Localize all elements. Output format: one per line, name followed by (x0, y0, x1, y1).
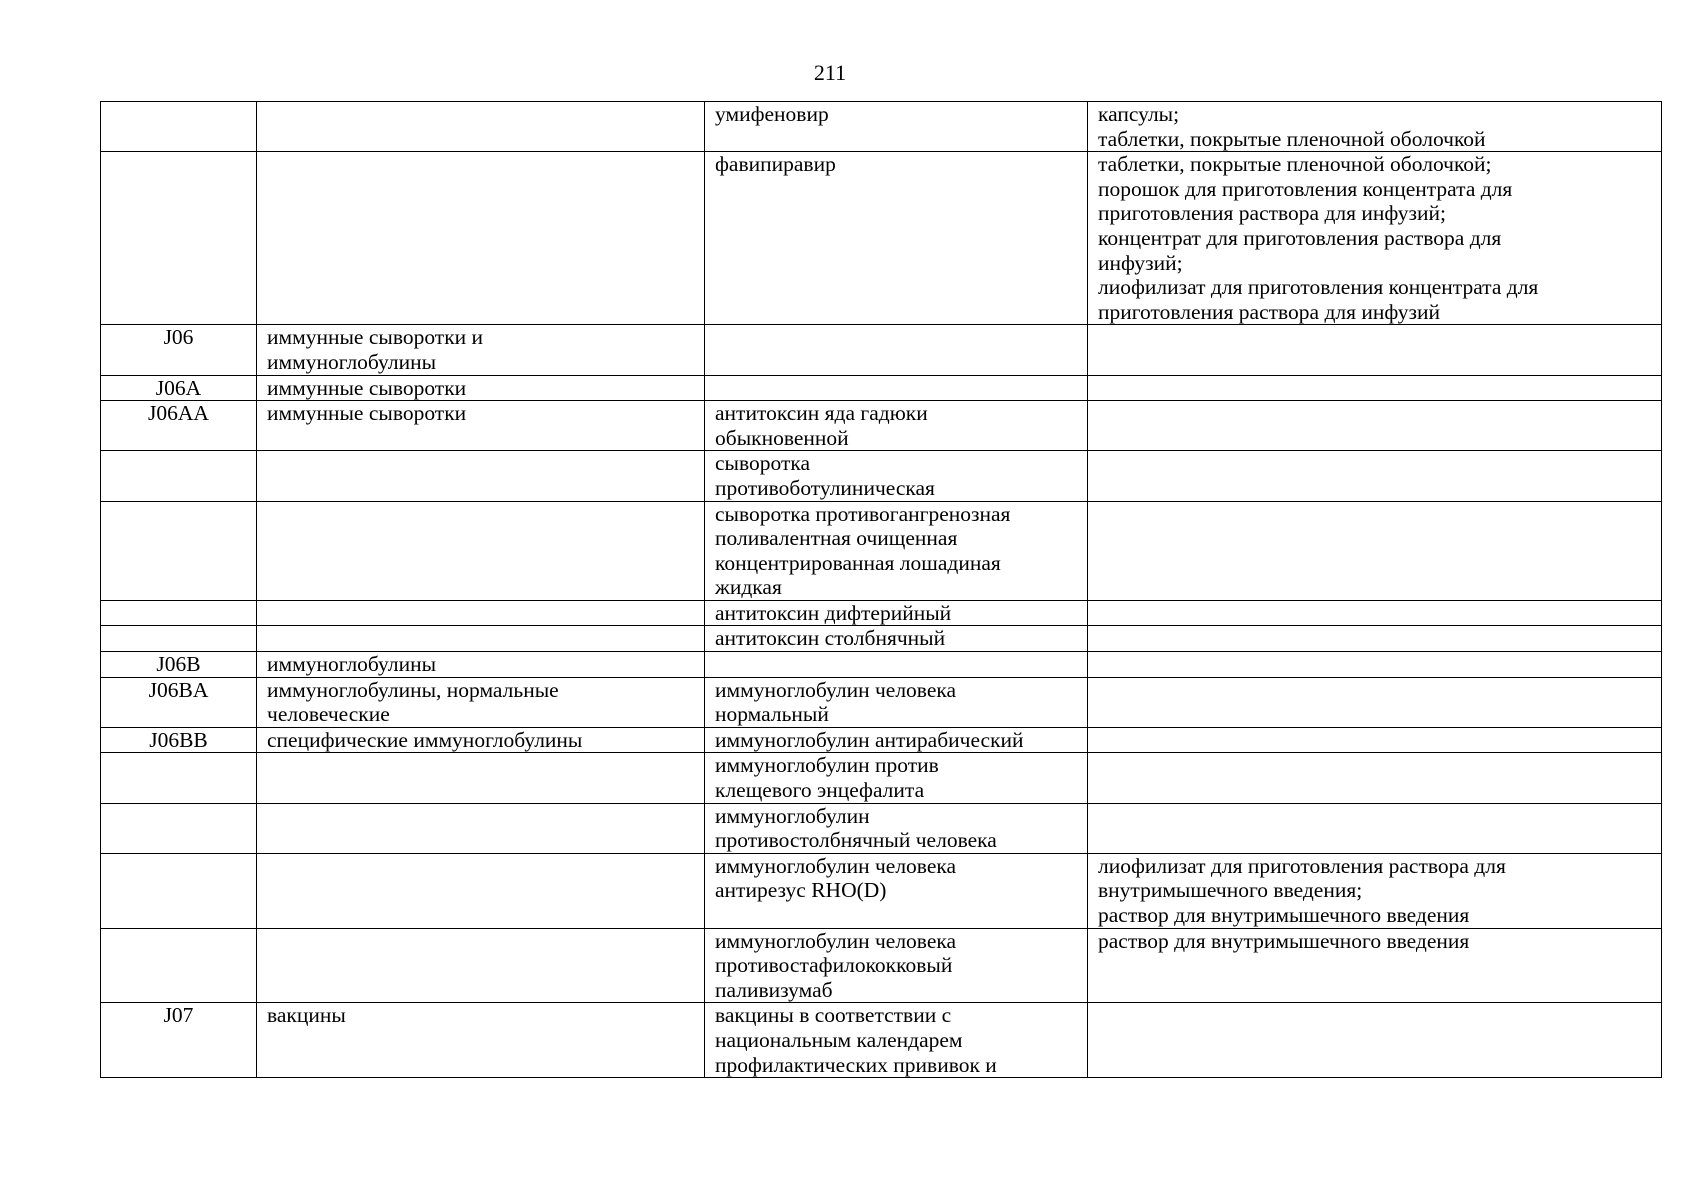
dosage-forms-cell (1088, 401, 1662, 451)
atc-code-cell (101, 677, 257, 727)
atc-code-cell (101, 853, 257, 928)
cell-text-line: специфические иммуноглобулины (267, 727, 583, 752)
cell-text-line: лиофилизат для приготовления концентрата для (1098, 275, 1539, 300)
cell-text-line: порошок для приготовления концентрата для (1098, 176, 1513, 201)
cell-text-line: J06B (156, 652, 201, 677)
cell-text-line: иммуноглобулин (715, 803, 870, 828)
cell-text-line: фавипиравир (715, 152, 836, 177)
cell-text-line: иммунные сыворотки и (267, 325, 484, 350)
cell-text-line: иммуноглобулин антирабический (715, 727, 1024, 752)
drug-name-cell (705, 325, 1088, 375)
atc-code-cell (101, 753, 257, 803)
table-row (101, 501, 1662, 600)
table-row (101, 1003, 1662, 1078)
cell-text-line: иммуноглобулины (267, 652, 437, 677)
table-row (101, 375, 1662, 401)
table-row (101, 102, 1662, 152)
table-row (101, 803, 1662, 853)
cell-text-line: нормальный (715, 702, 829, 727)
cell-text-line: иммуноглобулины (267, 349, 437, 374)
anatomical-group-cell (257, 853, 705, 928)
dosage-forms-cell (1088, 1003, 1662, 1078)
cell-text-line: иммуноглобулин против (715, 753, 939, 778)
anatomical-group-cell (257, 803, 705, 853)
dosage-forms-cell (1088, 600, 1662, 626)
table-row (101, 652, 1662, 678)
drug-name-cell (705, 803, 1088, 853)
cell-text-line: человеческие (267, 702, 390, 727)
cell-text-line: вакцины в соответствии с (715, 1003, 952, 1028)
atc-code-cell (101, 325, 257, 375)
anatomical-group-cell (257, 325, 705, 375)
table-row (101, 727, 1662, 753)
cell-text-line: жидкая (715, 575, 782, 600)
atc-code-cell (101, 626, 257, 652)
cell-text-line: концентрированная лошадиная (715, 550, 1001, 575)
anatomical-group-cell (257, 626, 705, 652)
drug-name-cell (705, 626, 1088, 652)
anatomical-group-cell (257, 152, 705, 325)
drug-name-cell (705, 600, 1088, 626)
table-row (101, 325, 1662, 375)
cell-text-line: антитоксин яда гадюки (715, 401, 928, 426)
drug-name-cell (705, 375, 1088, 401)
drug-name-cell (705, 152, 1088, 325)
table-row (101, 401, 1662, 451)
cell-text-line: иммунные сыворотки (267, 401, 467, 426)
cell-text-line: профилактических прививок и (715, 1052, 997, 1077)
cell-text-line: раствор для внутримышечного введения (1098, 903, 1470, 927)
cell-text-line: противоботулиническая (715, 475, 935, 500)
dosage-forms-cell (1088, 102, 1662, 152)
atc-code-cell (101, 928, 257, 1003)
cell-text-line: антитоксин столбнячный (715, 626, 946, 651)
cell-text-line: приготовления раствора для инфузий (1098, 299, 1441, 324)
anatomical-group-cell (257, 600, 705, 626)
table-body (101, 102, 1662, 1078)
dosage-forms-cell (1088, 501, 1662, 600)
drug-name-cell (705, 928, 1088, 1003)
anatomical-group-cell (257, 677, 705, 727)
table-row (101, 677, 1662, 727)
cell-text-line: раствор для внутримышечного введения (1098, 928, 1470, 953)
anatomical-group-cell (257, 375, 705, 401)
dosage-forms-cell (1088, 652, 1662, 678)
dosage-forms-cell (1088, 753, 1662, 803)
anatomical-group-cell (257, 753, 705, 803)
table-row (101, 928, 1662, 1003)
table-row (101, 451, 1662, 501)
atc-code-cell (101, 600, 257, 626)
cell-text-line: антирезус RHO(D) (715, 878, 887, 903)
dosage-forms-cell (1088, 853, 1662, 928)
table-row (101, 152, 1662, 325)
dosage-forms-cell (1088, 677, 1662, 727)
cell-text-line: J06BA (148, 677, 209, 702)
dosage-forms-cell (1088, 626, 1662, 652)
cell-text-line: сыворотка (715, 451, 811, 476)
cell-text-line: внутримышечного введения; (1098, 878, 1363, 903)
atc-code-cell (101, 451, 257, 501)
dosage-forms-cell (1088, 727, 1662, 753)
drug-name-cell (705, 853, 1088, 928)
anatomical-group-cell (257, 451, 705, 501)
table-row (101, 600, 1662, 626)
atc-code-cell (101, 727, 257, 753)
atc-code-cell (101, 1003, 257, 1078)
dosage-forms-cell (1088, 451, 1662, 501)
cell-text-line: таблетки, покрытые пленочной оболочкой; (1098, 152, 1492, 177)
anatomical-group-cell (257, 102, 705, 152)
drug-name-cell (705, 401, 1088, 451)
cell-text-line: иммуноглобулины, нормальные (267, 677, 559, 702)
cell-text-line: концентрат для приготовления раствора для (1098, 225, 1502, 250)
drug-name-cell (705, 652, 1088, 678)
anatomical-group-cell (257, 727, 705, 753)
page-number: 211 (813, 60, 847, 85)
anatomical-group-cell (257, 501, 705, 600)
cell-text-line: национальным календарем (715, 1027, 963, 1052)
dosage-forms-cell (1088, 152, 1662, 325)
cell-text-line: J06A (155, 375, 202, 400)
cell-text-line: поливалентная очищенная (715, 526, 958, 551)
drug-name-cell (705, 451, 1088, 501)
cell-text-line: сыворотка противогангренозная (715, 501, 1011, 526)
atc-code-cell (101, 501, 257, 600)
dosage-forms-cell (1088, 803, 1662, 853)
anatomical-group-cell (257, 401, 705, 451)
cell-text-line: клещевого энцефалита (715, 778, 925, 803)
cell-text-line: антитоксин дифтерийный (715, 600, 952, 625)
cell-text-line: умифеновир (715, 102, 829, 126)
cell-text-line: иммуноглобулин человека (715, 928, 957, 953)
cell-text-line: иммуноглобулин человека (715, 853, 957, 878)
atc-code-cell (101, 803, 257, 853)
cell-text-line: иммуноглобулин человека (715, 677, 957, 702)
table-row (101, 626, 1662, 652)
table-row (101, 853, 1662, 928)
cell-text-line: J06BB (149, 727, 208, 752)
dosage-forms-cell (1088, 325, 1662, 375)
cell-text-line: J07 (163, 1003, 194, 1028)
dosage-forms-cell (1088, 375, 1662, 401)
dosage-forms-cell (1088, 928, 1662, 1003)
atc-code-cell (101, 102, 257, 152)
cell-text-line: инфузий; (1098, 250, 1183, 275)
cell-text-line: паливизумаб (715, 977, 833, 1002)
cell-text-line: противостафилококковый (715, 953, 953, 978)
drug-name-cell (705, 727, 1088, 753)
cell-text-line: капсулы; (1098, 102, 1180, 126)
drug-name-cell (705, 677, 1088, 727)
cell-text-line: противостолбнячный человека (715, 828, 997, 853)
cell-text-line: J06 (163, 325, 194, 350)
drug-name-cell (705, 1003, 1088, 1078)
anatomical-group-cell (257, 928, 705, 1003)
cell-text-line: лиофилизат для приготовления раствора для (1098, 853, 1506, 878)
atc-code-cell (101, 152, 257, 325)
cell-text-line: таблетки, покрытые пленочной оболочкой (1098, 126, 1486, 151)
medicines-table (100, 101, 1662, 1078)
drug-name-cell (705, 753, 1088, 803)
anatomical-group-cell (257, 1003, 705, 1078)
drug-name-cell (705, 102, 1088, 152)
cell-text-line: J06AA (148, 401, 209, 426)
anatomical-group-cell (257, 652, 705, 678)
cell-text-line: приготовления раствора для инфузий; (1098, 201, 1447, 226)
cell-text-line: иммунные сыворотки (267, 375, 467, 400)
cell-text-line: вакцины (267, 1003, 346, 1028)
atc-code-cell (101, 401, 257, 451)
table-row (101, 753, 1662, 803)
drug-name-cell (705, 501, 1088, 600)
cell-text-line: обыкновенной (715, 425, 849, 450)
atc-code-cell (101, 652, 257, 678)
atc-code-cell (101, 375, 257, 401)
